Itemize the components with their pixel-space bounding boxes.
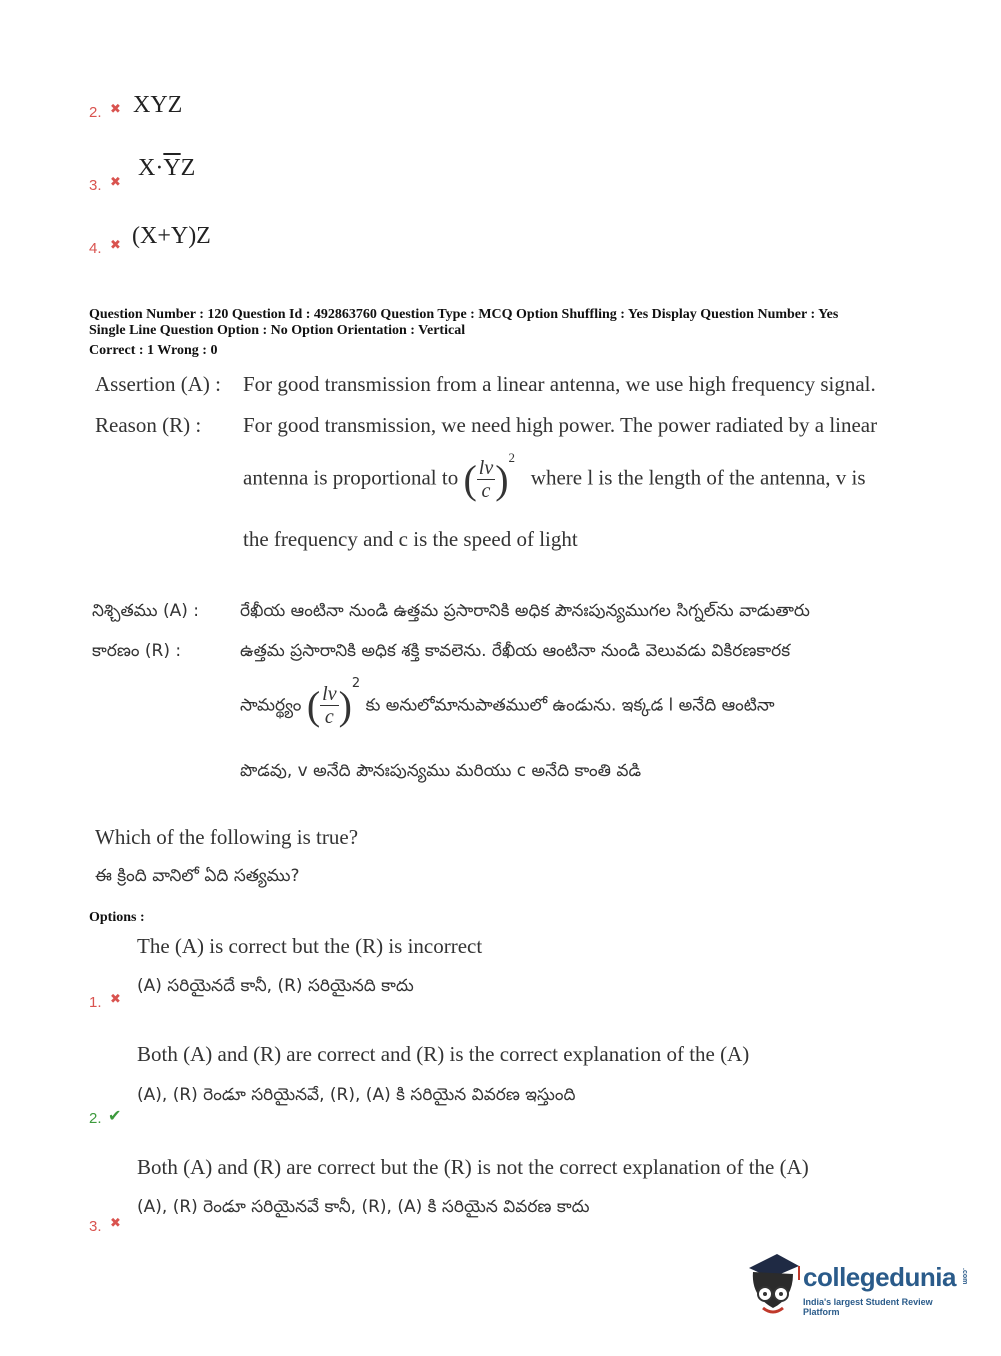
option-text: Both (A) and (R) are correct but the (R) is not the correct explanation of the (A) — [137, 1155, 809, 1179]
wrong-mark-icon: ✖ — [110, 992, 121, 1007]
option-text: (X+Y)Z — [132, 223, 211, 249]
te-assertion-label: నిశ్చితము (A) : — [92, 601, 199, 621]
meta-line: Question Number : 120 Question Id : 492863760 Question Type : MCQ Option Shuffling : Yes Display Question Number : Yes — [89, 307, 839, 322]
option-number: 3. — [89, 177, 102, 194]
option-text: Both (A) and (R) are correct and (R) is the correct explanation of the (A) — [137, 1042, 750, 1066]
te-reason-label: కారణం (R) : — [92, 641, 182, 661]
meta-line: Single Line Question Option : No Option Orientation : Vertical — [89, 323, 466, 338]
question-meta — [89, 307, 969, 359]
option-text-te: (A), (R) రెండూ సరియైనవే, (R), (A) కి సరియైన వివరణ ఇస్తుంది — [137, 1085, 576, 1105]
logo-name: collegedunia — [803, 1262, 956, 1292]
te-reason-text: సామర్థ్యం ( $\frac{lv}{c}$ )$^2$ కు అనులోమానుపాతములో ఉండును. ఇక్కడ l అనేది ఆంటినా — [240, 676, 775, 728]
te-assertion-text: రేఖీయ ఆంటినా నుండి ఉత్తమ ప్రసారానికి అధిక పౌనఃపున్యముగల సిగ్నల్‌ను వాడుతారు — [240, 601, 810, 621]
option-text: $X\cdot\overline{Y}Z$ — [138, 155, 196, 181]
option-text: The (A) is correct but the (R) is incorrect — [137, 934, 483, 958]
check-mark-icon: ✔ — [108, 1106, 122, 1125]
option-text-te: (A) సరియైనదే కానీ, (R) సరియైనది కాదు — [137, 976, 414, 996]
wrong-mark-icon: ✖ — [110, 175, 121, 190]
option-number: 2. — [89, 104, 102, 121]
option-text: XYZ — [133, 92, 183, 118]
te-reason-text: పొడవు, v అనేది పౌనఃపున్యము మరియు c అనేది కాంతి వడి — [240, 761, 642, 781]
reason-label: Reason (R) : — [95, 413, 202, 437]
question-prompt: Which of the following is true? — [95, 825, 359, 849]
question-prompt-te: ఈ క్రింది వానిలో ఏది సత్యము? — [95, 866, 300, 886]
mascot-icon — [743, 1250, 803, 1318]
meta-line: Correct : 1 Wrong : 0 — [89, 343, 218, 358]
reason-text: antenna is proportional to ( $\frac{lv}{c}$ )$^2$ where l is the length of the antenna, v is — [243, 450, 866, 502]
wrong-mark-icon: ✖ — [110, 238, 121, 253]
logo-com: .com — [961, 1268, 968, 1285]
options-label: Options : — [89, 910, 145, 925]
option-text-te: (A), (R) రెండూ సరియైనవే కానీ, (R), (A) కి సరియైన వివరణ కాదు — [137, 1197, 590, 1217]
reason-text: For good transmission, we need high power. The power radiated by a linear — [243, 413, 878, 437]
option-number: 2. — [89, 1110, 102, 1127]
collegedunia-logo — [743, 1250, 968, 1320]
logo-tagline: India's largest Student Review Platform — [803, 1297, 933, 1317]
option-number: 3. — [89, 1218, 102, 1235]
assertion-text: For good transmission from a linear antenna, we use high frequency signal. — [243, 372, 876, 396]
option-number: 4. — [89, 240, 102, 257]
option-number: 1. — [89, 994, 102, 1011]
wrong-mark-icon: ✖ — [110, 1216, 121, 1231]
assertion-label: Assertion (A) : — [95, 372, 221, 396]
wrong-mark-icon: ✖ — [110, 102, 121, 117]
reason-text: the frequency and c is the speed of light — [243, 527, 578, 551]
te-reason-text: ఉత్తమ ప్రసారానికి అధిక శక్తి కావలెను. రేఖీయ ఆంటినా నుండి వెలువడు వికిరణకారక — [240, 641, 791, 661]
